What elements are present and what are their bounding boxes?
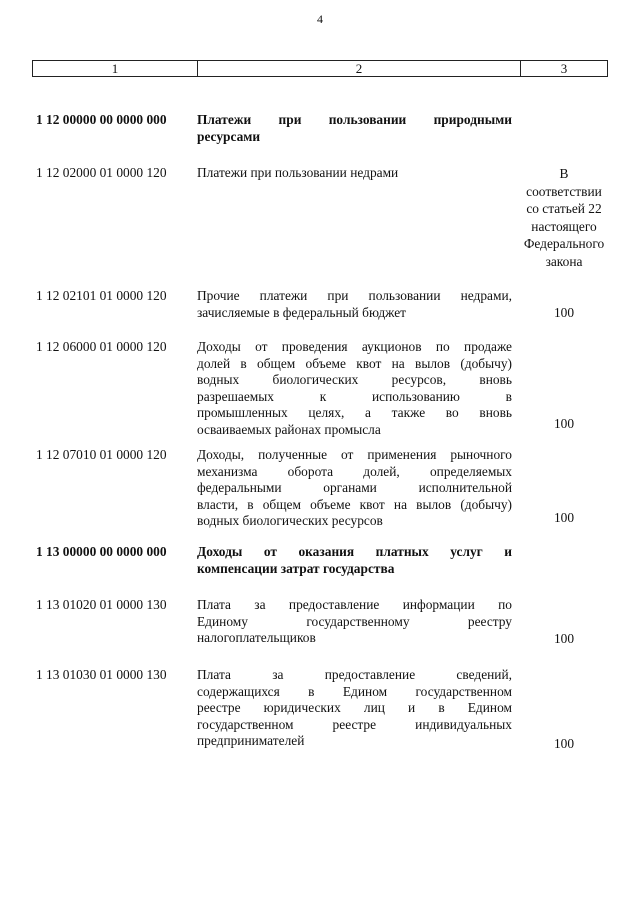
- norm-line: со статьей 22: [526, 201, 602, 216]
- revenue-name-line: Доходы от оказания платных услуг и: [197, 544, 512, 559]
- revenue-name: [197, 339, 512, 438]
- column-header-3: 3: [560, 61, 568, 76]
- revenue-name-line: зачисляемые в федеральный бюджет: [197, 304, 406, 320]
- revenue-name: [197, 165, 512, 182]
- norm-line: Федерального: [523, 236, 605, 251]
- revenue-name-line: власти, в общем объеме квот на вылов (добычу): [197, 496, 512, 512]
- revenue-name-line: водных биологических ресурсов, вновь: [197, 372, 512, 387]
- norm-percent: 100: [553, 736, 575, 751]
- revenue-name-line: государственном реестре индивидуальных: [197, 716, 512, 732]
- revenue-name-line: ресурсами: [197, 128, 261, 144]
- budget-code: 1 12 06000 01 0000 120: [36, 339, 167, 354]
- revenue-name: [197, 112, 512, 145]
- revenue-name-line: Плата за предоставление информации по: [197, 597, 512, 612]
- revenue-name-line: реестре юридических лиц и в Едином: [197, 700, 512, 715]
- budget-code: 1 12 02000 01 0000 120: [36, 165, 167, 180]
- norm-percent: 100: [553, 510, 575, 525]
- revenue-name-line: промышленных целях, а также во вновь: [197, 405, 512, 420]
- revenue-name-line: водных биологических ресурсов: [197, 513, 383, 528]
- revenue-name-line: Плата за предоставление сведений,: [197, 667, 512, 682]
- revenue-name: [197, 544, 512, 577]
- revenue-name-line: осваиваемых районах промысла: [197, 421, 381, 437]
- norm-percent: 100: [553, 305, 575, 320]
- norm-percent: 100: [553, 416, 575, 431]
- revenue-name: [197, 447, 512, 530]
- norm-line: настоящего: [531, 218, 597, 234]
- revenue-name-line: Платежи при пользовании природными: [197, 112, 512, 127]
- revenue-name-line: разрешаемых к использованию в: [197, 388, 512, 404]
- revenue-name-line: предпринимателей: [197, 733, 305, 748]
- revenue-name-line: федеральными органами исполнительной: [197, 480, 512, 495]
- budget-code: 1 13 00000 00 0000 000: [36, 544, 167, 559]
- column-header-row: [32, 60, 608, 77]
- norm-percent: [516, 165, 612, 270]
- norm-line: В: [559, 166, 569, 181]
- revenue-name: [197, 597, 512, 647]
- column-header-1: 1: [33, 61, 198, 76]
- budget-code: 1 12 00000 00 0000 000: [36, 112, 167, 127]
- budget-code: 1 12 02101 01 0000 120: [36, 288, 167, 303]
- revenue-name: [197, 288, 512, 321]
- budget-code: 1 13 01030 01 0000 130: [36, 667, 167, 682]
- revenue-name-line: компенсации затрат государства: [197, 560, 395, 576]
- revenue-name-line: Доходы, полученные от применения рыночного: [197, 447, 512, 462]
- revenue-name-line: Доходы от проведения аукционов по продаже: [197, 339, 512, 354]
- revenue-name-line: содержащихся в Едином государственном: [197, 683, 512, 699]
- revenue-name-line: налогоплательщиков: [197, 630, 316, 645]
- norm-line: соответствии: [526, 183, 602, 199]
- revenue-name-line: долей в общем объеме квот на вылов (добычу): [197, 355, 512, 371]
- budget-code: 1 13 01020 01 0000 130: [36, 597, 167, 612]
- page-number: 4: [317, 12, 323, 26]
- revenue-name-line: механизма оборота долей, определяемых: [197, 463, 512, 479]
- norm-line: закона: [545, 253, 583, 269]
- norm-percent: 100: [553, 631, 575, 646]
- budget-code: 1 12 07010 01 0000 120: [36, 447, 167, 462]
- revenue-name-line: Единому государственному реестру: [197, 613, 512, 629]
- revenue-name-line: Платежи при пользовании недрами: [197, 165, 399, 180]
- revenue-name-line: Прочие платежи при пользовании недрами,: [197, 288, 512, 303]
- revenue-name: [197, 667, 512, 750]
- column-header-2: 2: [198, 61, 521, 76]
